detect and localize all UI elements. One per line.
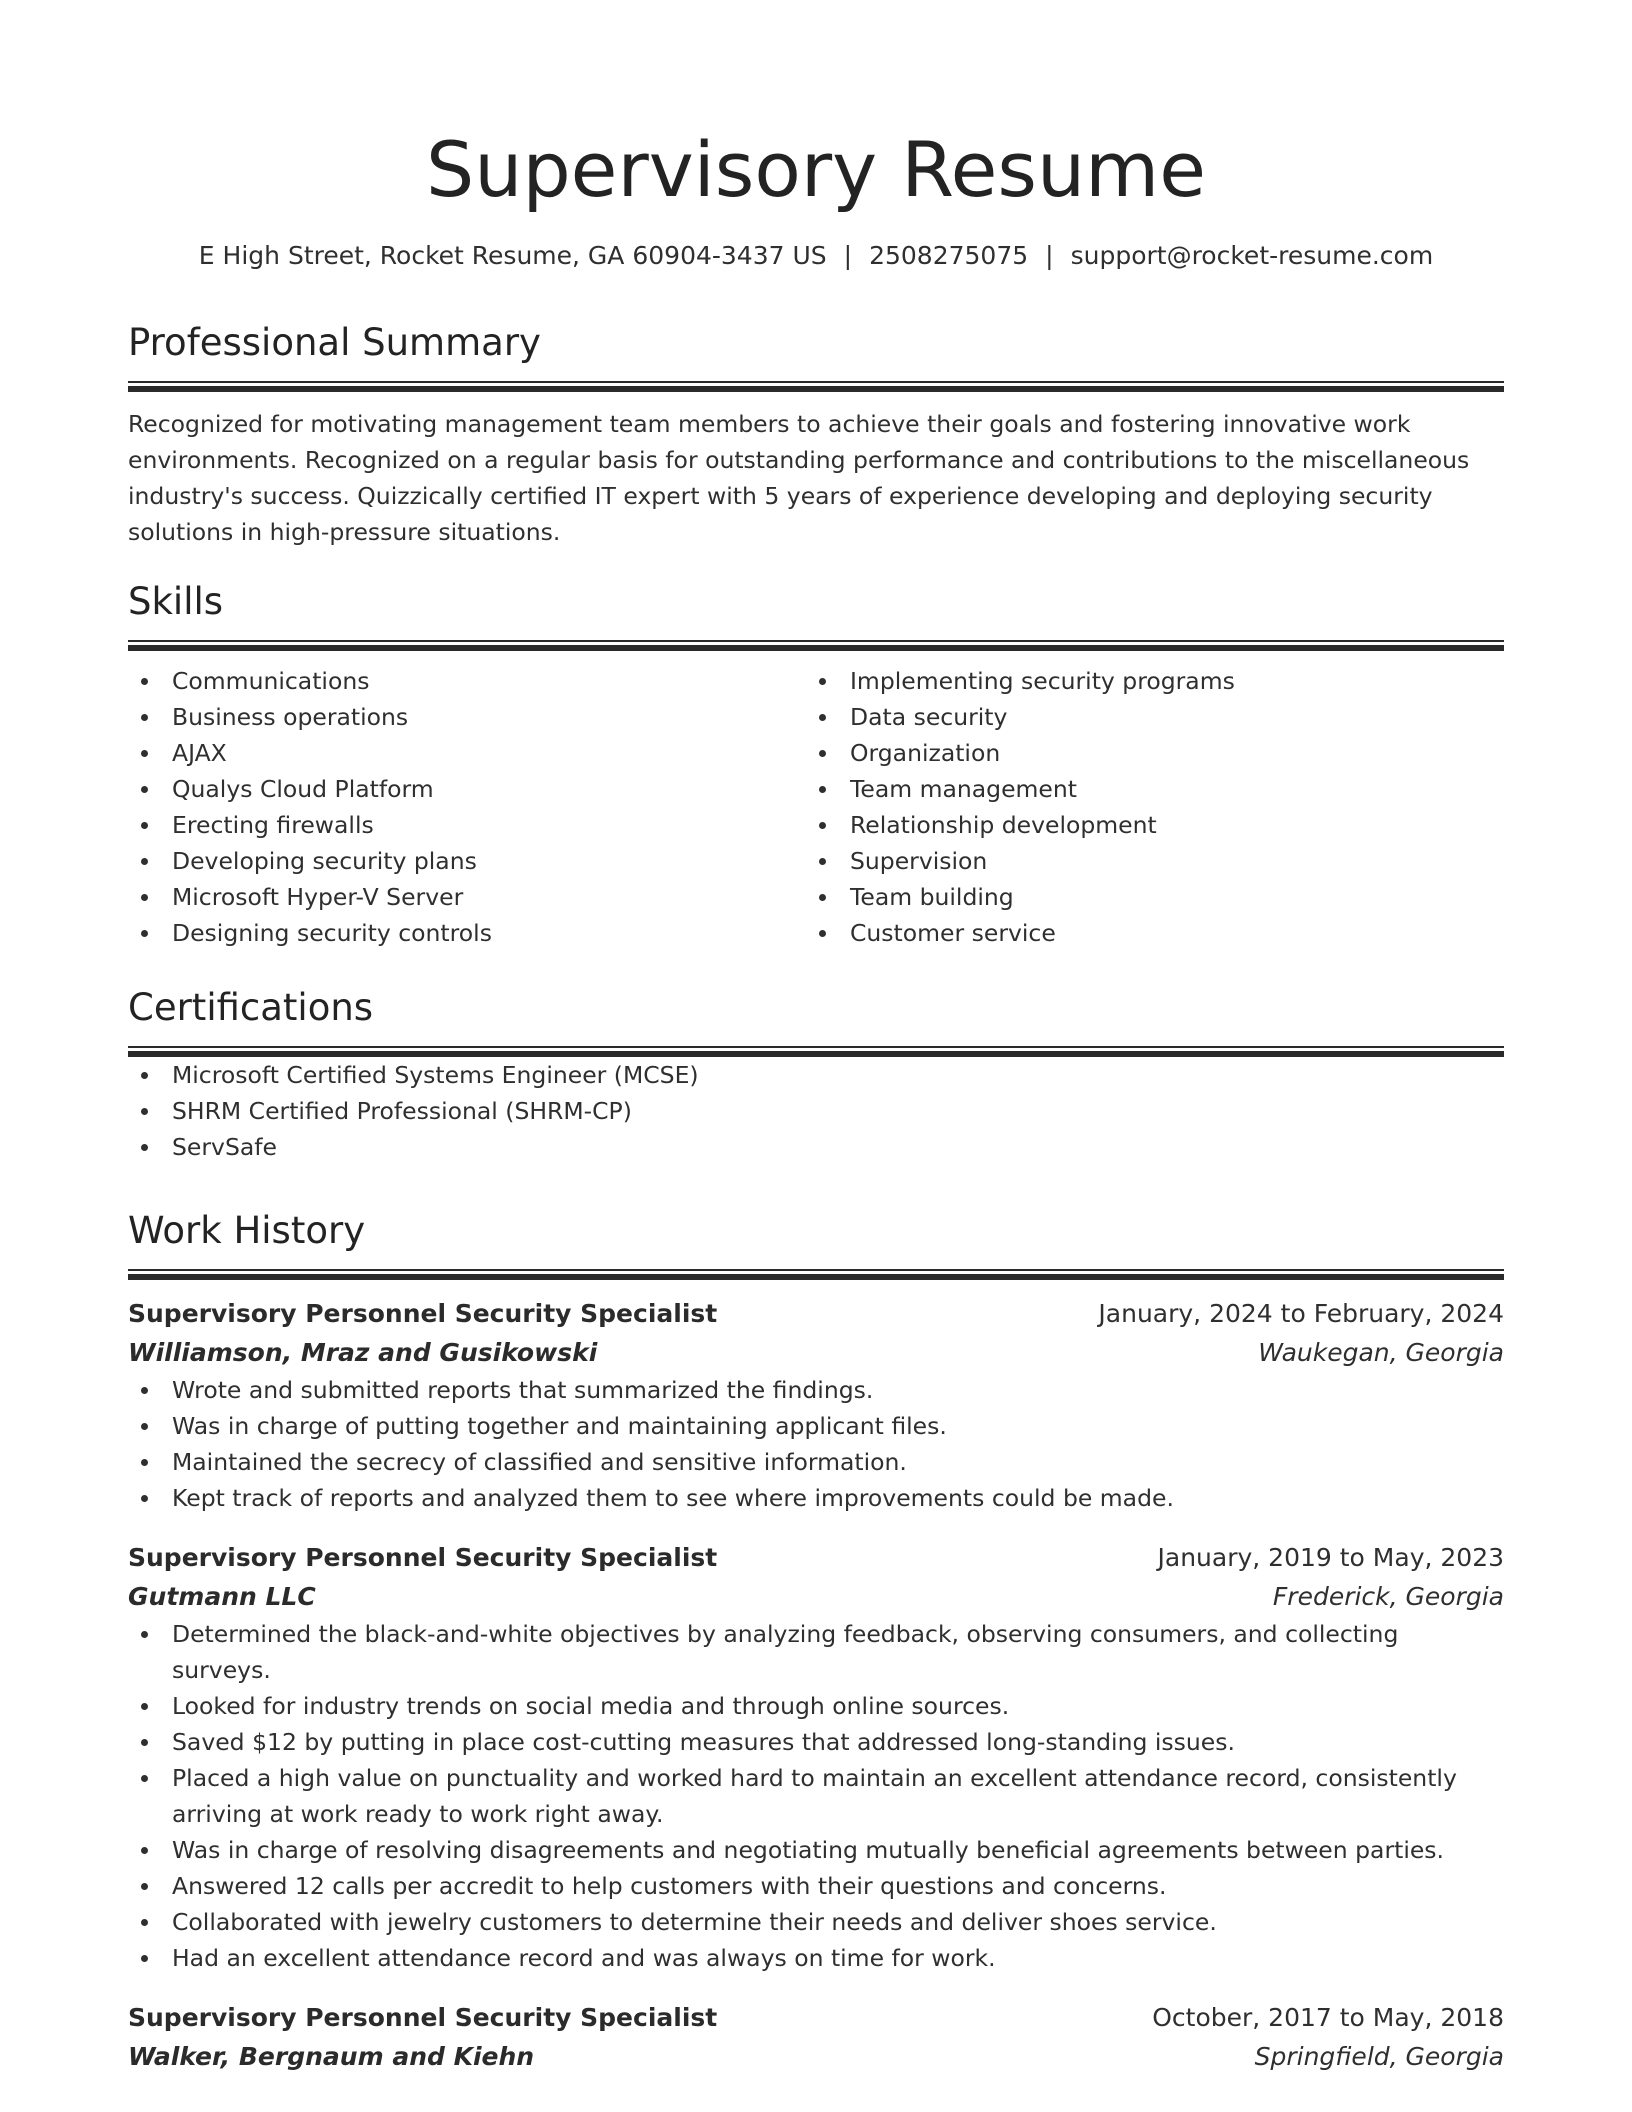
job-location: Frederick, Georgia [1272,1582,1504,1611]
skill-item: Data security [806,699,1484,735]
work-history-section [128,1206,1504,2076]
skill-item: Business operations [128,699,806,735]
summary-heading: Professional Summary [128,321,541,364]
job-duty-item: Kept track of reports and analyzed them to see where improvements could be made. [128,1480,1504,1516]
section-divider [128,381,1504,392]
skill-item: Erecting firewalls [128,807,806,843]
skills-list-right [806,663,1484,951]
job-duty-item: Answered 12 calls per accredit to help customers with their questions and concerns. [128,1868,1504,1904]
contact-phone: 2508275075 [869,241,1029,270]
job-location: Waukegan, Georgia [1258,1338,1504,1367]
resume-name: Supervisory Resume [426,125,1206,214]
skill-item: Implementing security programs [806,663,1484,699]
job-dates: January, 2019 to May, 2023 [1157,1543,1504,1572]
skill-item: Team management [806,771,1484,807]
job-duty-item: Had an excellent attendance record and was always on time for work. [128,1940,1504,1976]
job-duty-item: Determined the black-and-white objectives by analyzing feedback, observing consumers, and collecting surveys. [128,1616,1504,1688]
skill-item: Microsoft Hyper-V Server [128,879,806,915]
work-history-heading: Work History [128,1209,366,1252]
job-company: Gutmann LLC [128,1582,316,1611]
section-divider [128,640,1504,651]
skills-section [128,577,1504,951]
section-divider [128,1046,1504,1057]
certification-item: SHRM Certified Professional (SHRM-CP) [128,1093,1504,1129]
job-title: Supervisory Personnel Security Specialist [128,1299,718,1328]
job-title: Supervisory Personnel Security Specialist [128,2003,718,2032]
job-dates: October, 2017 to May, 2018 [1152,2003,1504,2032]
job-location: Springfield, Georgia [1254,2042,1504,2071]
skill-item: AJAX [128,735,806,771]
job-company-row [128,1578,1504,1616]
job-duties-list [128,1616,1504,1976]
skill-item: Customer service [806,915,1484,951]
job-company-row [128,1334,1504,1372]
job-company: Williamson, Mraz and Gusikowski [128,1338,598,1367]
contact-line [128,238,1504,274]
skill-item: Team building [806,879,1484,915]
contact-address: E High Street, Rocket Resume, GA 60904-3437 US [198,241,827,270]
job-company: Walker, Bergnaum and Kiehn [128,2042,535,2071]
job-dates: January, 2024 to February, 2024 [1098,1299,1504,1328]
certification-item: Microsoft Certified Systems Engineer (MCSE) [128,1057,1504,1093]
job-header-row [128,1538,1504,1578]
skill-item: Organization [806,735,1484,771]
certifications-section [128,983,1504,1165]
job-duty-item: Wrote and submitted reports that summarized the findings. [128,1372,1504,1408]
summary-section [128,318,1504,550]
certification-item: ServSafe [128,1129,1504,1165]
skills-columns [128,663,1504,951]
job-duty-item: Saved $12 by putting in place cost-cutting measures that addressed long-standing issues. [128,1724,1504,1760]
job-title: Supervisory Personnel Security Specialist [128,1543,718,1572]
job-entry [128,1998,1504,2076]
job-entry [128,1294,1504,1516]
certifications-heading: Certifications [128,986,374,1029]
skill-item: Supervision [806,843,1484,879]
job-header-row [128,1998,1504,2038]
summary-text: Recognized for motivating management team members to achieve their goals and fostering innovative work environments. Recognized on a regular basis for outstanding performance and contributions to the miscellaneous industry's success. Quizzically certified IT expert with 5 years of experience developing and deploying security solutions in high-pressure situations. [128,410,1470,546]
contact-email: support@rocket-resume.com [1070,241,1434,270]
skill-item: Developing security plans [128,843,806,879]
skill-item: Communications [128,663,806,699]
contact-separator: | [843,241,853,270]
skills-heading: Skills [128,580,224,623]
job-duty-item: Maintained the secrecy of classified and sensitive information. [128,1444,1504,1480]
skill-item: Designing security controls [128,915,806,951]
skill-item: Qualys Cloud Platform [128,771,806,807]
skills-list-left [128,663,806,951]
job-company-row [128,2038,1504,2076]
section-divider [128,1269,1504,1280]
job-entry [128,1538,1504,1976]
job-duty-item: Placed a high value on punctuality and worked hard to maintain an excellent attendance record, consistently arriving at work ready to work right away. [128,1760,1504,1832]
job-duties-list [128,1372,1504,1516]
job-duty-item: Collaborated with jewelry customers to determine their needs and deliver shoes service. [128,1904,1504,1940]
job-duty-item: Was in charge of resolving disagreements and negotiating mutually beneficial agreements between parties. [128,1832,1504,1868]
job-duty-item: Was in charge of putting together and maintaining applicant files. [128,1408,1504,1444]
skill-item: Relationship development [806,807,1484,843]
contact-separator: | [1045,241,1054,270]
certifications-list [128,1057,1504,1165]
job-header-row [128,1294,1504,1334]
job-duty-item: Looked for industry trends on social media and through online sources. [128,1688,1504,1724]
